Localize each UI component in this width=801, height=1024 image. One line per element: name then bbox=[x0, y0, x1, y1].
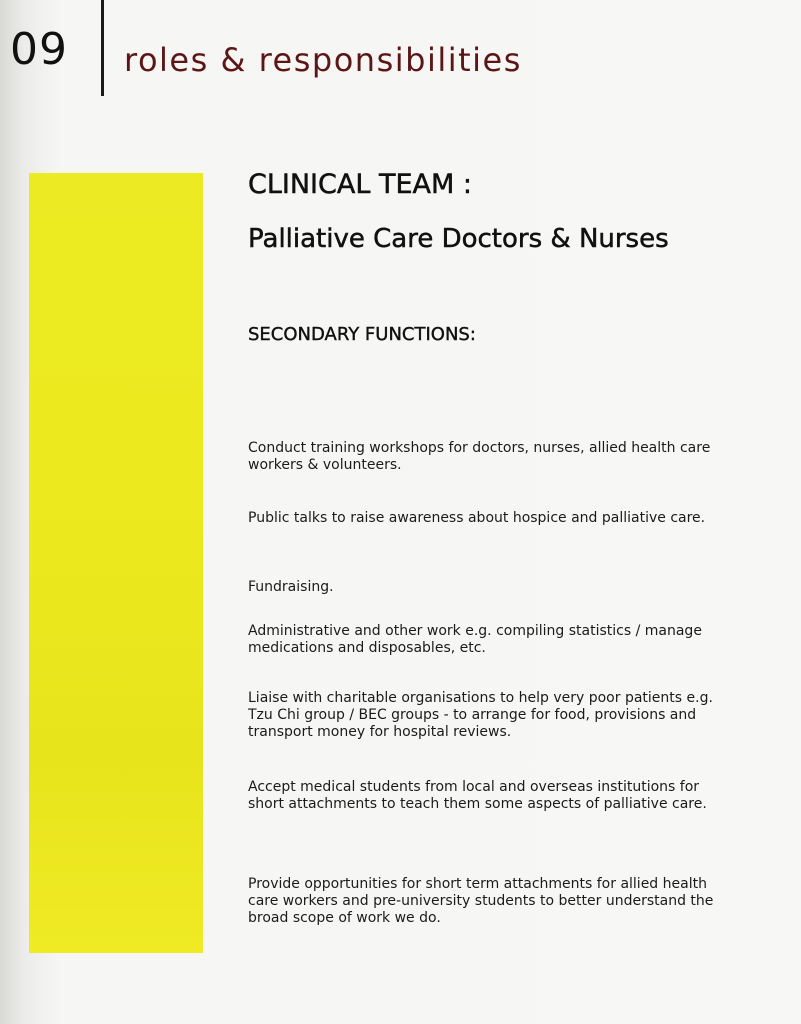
page-number: 09 bbox=[10, 24, 68, 75]
list-item: Accept medical students from local and overseas institutions for short attachments to teach them some aspects of palliative care. bbox=[248, 779, 707, 812]
list-item: Administrative and other work e.g. compiling statistics / manage medications and disposables, etc. bbox=[248, 623, 702, 656]
yellow-accent-bar bbox=[29, 173, 203, 953]
list-item: Provide opportunities for short term attachments for allied health care workers and pre-university students to better understand the broad scope of work we do. bbox=[248, 876, 714, 926]
header-divider bbox=[101, 0, 104, 96]
list-item: Conduct training workshops for doctors, nurses, allied health care workers & volunteers. bbox=[248, 440, 711, 473]
section-heading: SECONDARY FUNCTIONS: bbox=[248, 324, 476, 345]
list-item: Fundraising. bbox=[248, 579, 334, 595]
chapter-title: roles & responsibilities bbox=[124, 41, 522, 79]
list-item: Public talks to raise awareness about hospice and palliative care. bbox=[248, 510, 706, 526]
team-subheading: Palliative Care Doctors & Nurses bbox=[248, 224, 669, 254]
list-item: Liaise with charitable organisations to help very poor patients e.g. Tzu Chi group / BEC groups - to arrange for food, provisions and transport money for hospital reviews. bbox=[248, 690, 713, 740]
content-column bbox=[248, 166, 728, 350]
team-heading: CLINICAL TEAM : bbox=[248, 169, 472, 200]
